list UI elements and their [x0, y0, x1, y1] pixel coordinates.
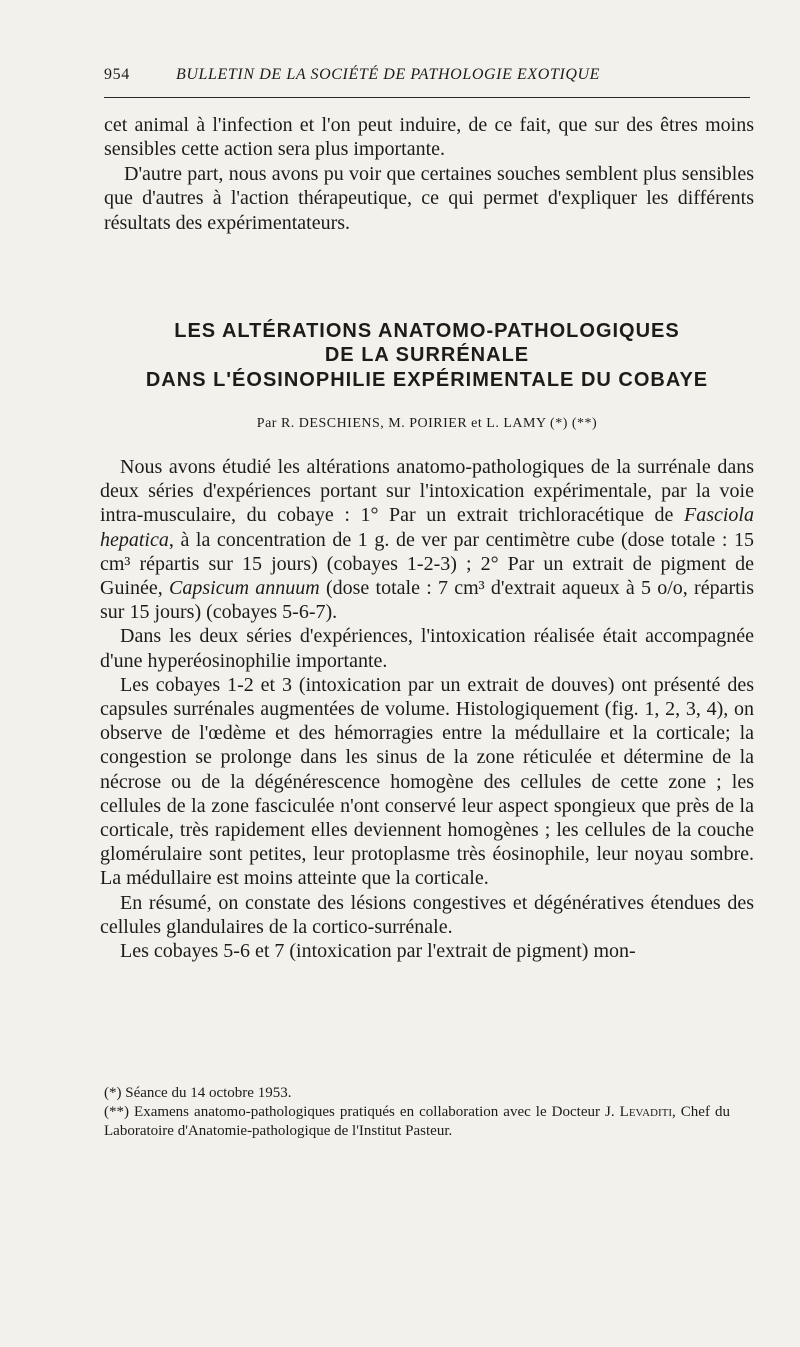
article-authors: Par R. DESCHIENS, M. POIRIER et L. LAMY (*) (**) — [256, 416, 598, 431]
footnotes — [104, 1084, 730, 1141]
previous-article-paragraph-1: cet animal à l'infection et l'on peut induire, de ce fait, que sur des êtres moins sensibles cette action sera plus importante. — [104, 114, 754, 161]
article-paragraph-1 — [100, 455, 754, 624]
article-title-line-3: DANS L'ÉOSINOPHILIE EXPÉRIMENTALE DU COBAYE — [145, 369, 709, 391]
footnote-2-text-a: (**) Examens anatomo-pathologiques pratiqués en collaboration avec le Docteur J. — [104, 1104, 620, 1120]
article-paragraph-3: Les cobayes 1-2 et 3 (intoxication par un extrait de douves) ont présenté des capsules surrénales augmentées de volume. Histologiquement (fig. 1, 2, 3, 4), on observe de l'œdème et des hémorragies entre la médullaire et la corticale; la congestion se prolonge dans les sinus de la zone réticulée et détermine de la nécrose ou de la dégénérescence homogène des cellules de cette zone ; les cellules de la zone fasciculée n'ont conservé leur aspect spongieux que près de la corticale, très rapidement elles deviennent homogènes ; les cellules de la couche glomérulaire sont petites, leur protoplasme très éosinophile, leur noyau sombre. La médullaire est moins atteinte que la corticale. — [100, 673, 754, 890]
footnote-2-name: Levaditi — [619, 1104, 672, 1120]
previous-article-paragraph-2: D'autre part, nous avons pu voir que certaines souches semblent plus sensibles que d'autres à l'action thérapeutique, ce qui permet d'expliquer les différents résultats des expérimentateurs. — [104, 163, 754, 234]
species-fasciola: Fasciola hepatica — [100, 504, 754, 551]
article-paragraph-5: Les cobayes 5-6 et 7 (intoxication par l'extrait de pigment) mon- — [120, 940, 636, 963]
journal-title: BULLETIN DE LA SOCIÉTÉ DE PATHOLOGIE EXOTIQUE — [176, 66, 601, 83]
species-capsicum: Capsicum annuum — [169, 577, 320, 600]
article-body — [100, 455, 754, 963]
page-number: 954 — [104, 66, 130, 83]
article-paragraph-4: En résumé, on constate des lésions congestives et dégénératives étendues des cellules glandulaires de la cortico-surrénale. — [100, 891, 754, 938]
footnote-1: (*) Séance du 14 octobre 1953. — [104, 1085, 292, 1101]
footnote-2-text-b: , Chef du Laboratoire d'Anatomie-pathologique de l'Institut Pasteur. — [104, 1104, 730, 1139]
article-title-line-2: DE LA SURRÉNALE — [324, 344, 530, 366]
article-title-line-1: LES ALTÉRATIONS ANATOMO-PATHOLOGIQUES — [174, 320, 680, 342]
header-rule — [104, 97, 750, 98]
paragraph-1-text-b: , à la concentration de 1 g. de ver par centimètre cube (dose totale : 15 cm³ répartis sur 15 jours) (cobayes 1-2-3) ; 2° Par un extrait de pigment de Guinée, — [100, 528, 754, 600]
paragraph-1-text-c: (dose totale : 7 cm³ d'extrait aqueux à 5 o/o, répartis sur 15 jours) (cobayes 5-6-7). — [100, 577, 755, 624]
footnote-2 — [104, 1103, 730, 1141]
paragraph-1-text-a: Nous avons étudié les altérations anatomo-pathologiques de la surrénale dans deux séries d'expériences portant sur l'intoxication expérimentale, par la voie intra-musculaire, du cobaye : 1° Par un extrait trichloracétique de — [100, 456, 754, 527]
article-paragraph-2: Dans les deux séries d'expériences, l'intoxication réalisée était accompagnée d'une hyperéosinophilie importante. — [100, 625, 754, 672]
